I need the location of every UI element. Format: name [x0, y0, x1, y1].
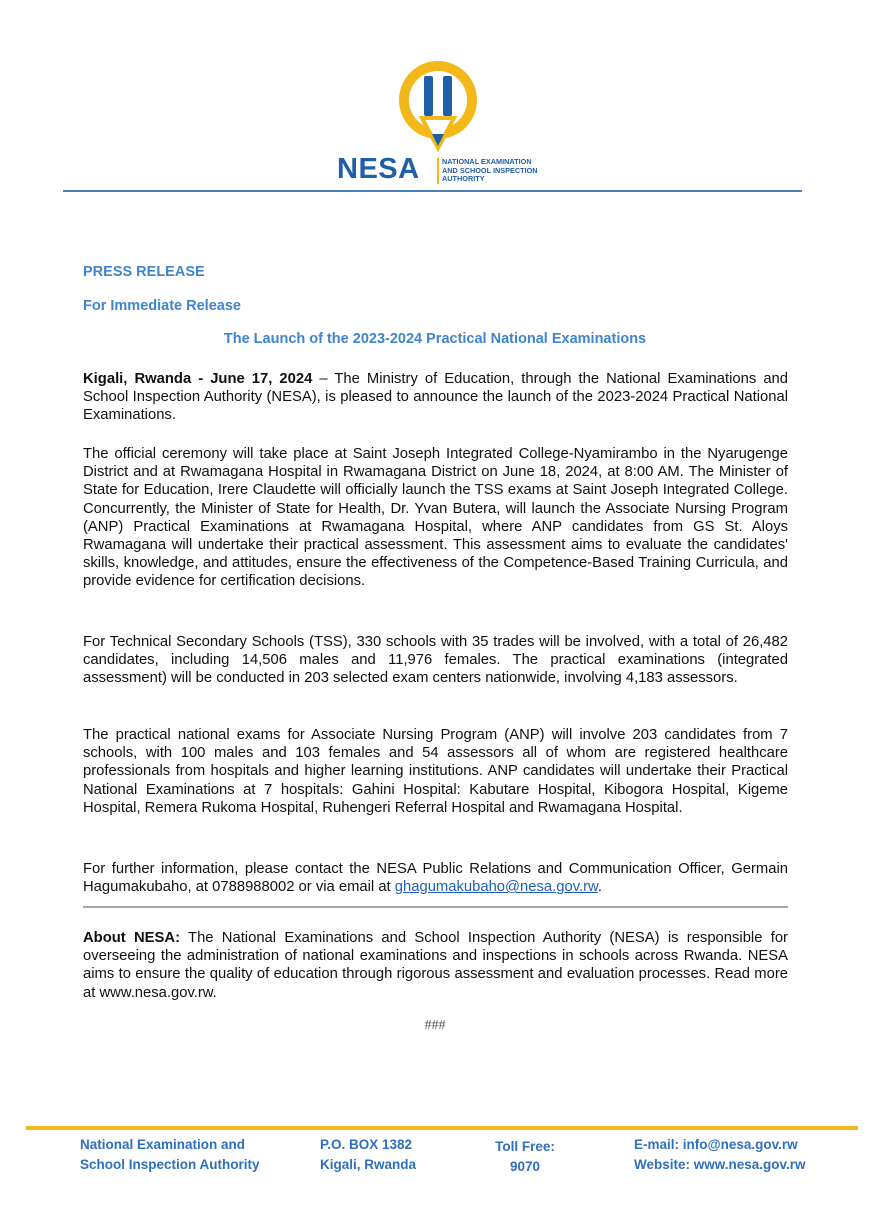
- anp-paragraph: The practical national exams for Associate Nursing Program (ANP) will involve 203 candidates from 7 schools, with 100 males and 103 females and 54 assessors all of whom are registered healthcare professionals from hospitals and higher learning institutions. ANP candidates will undertake their Practical National Examinations at 7 hospitals: Gahini Hospital: Kabutare Hospital, Kibogora Hospital, Kigeme Hospital, Remera Rukoma Hospital, Ruhengeri Referral Hospital and Rwamagana Hospital.: [83, 727, 788, 816]
- nesa-logo: [330, 60, 550, 190]
- footer-email[interactable]: E-mail: info@nesa.gov.rw: [634, 1137, 798, 1152]
- contact-email-link[interactable]: ghagumakubaho@nesa.gov.rw: [394, 879, 598, 896]
- footer-divider: [26, 1126, 858, 1130]
- intro-paragraph: [83, 370, 788, 425]
- about-label: About NESA:: [83, 930, 181, 946]
- header-divider: [63, 190, 802, 192]
- footer-toll-number: 9070: [509, 1159, 541, 1174]
- end-mark: ###: [424, 1018, 446, 1033]
- intro-text: – The Ministry of Education, through the National Examinations and School Inspection Authority (NESA), is pleased to announce the launch of the 2023-2024 Practical National Examinations.: [83, 371, 789, 424]
- footer-address: [320, 1135, 416, 1175]
- about-paragraph: [83, 929, 788, 1002]
- pencil-emblem-icon: [388, 60, 488, 156]
- ceremony-paragraph: The official ceremony will take place at Saint Joseph Integrated College-Nyamirambo in the Nyarugenge District and at Rwamagana Hospital in Rwamagana District on June 18, 2024, at 8:00 AM. The Minister of State for Education, Irere Claudette will officially launch the TSS exams at Saint Joseph Integrated College. Concurrently, the Minister of State for Health, Dr. Yvan Butera, will launch the Associate Nursing Program (ANP) Practical Examinations at Rwamagana Hospital, where ANP candidates from GS St. Aloys Rwamagana will undertake their practical assessment. This assessment aims to evaluate the candidates' skills, knowledge, and attitudes, ensure the effectiveness of the Competence-Based Training Curricula, and provide evidence for certification decisions.: [83, 446, 788, 590]
- footer-org-line: School Inspection Authority: [80, 1157, 260, 1172]
- logo-subtitle-line: AND SCHOOL INSPECTION: [442, 165, 538, 175]
- contact-paragraph: [83, 860, 788, 896]
- footer-toll-free: [480, 1137, 570, 1177]
- tss-paragraph: For Technical Secondary Schools (TSS), 330 schools with 35 trades will be involved, with a total of 26,482 candidates, including 14,506 males and 11,976 females. The practical examinations (integrated assessment) will be conducted in 203 selected exam centers nationwide, involving 4,183 assessors.: [83, 634, 788, 687]
- contact-text: For further information, please contact the NESA Public Relations and Communication Officer, Germain Hagumakubaho, at 0788988002 or via email at: [83, 861, 788, 896]
- about-text: The National Examinations and School Inspection Authority (NESA) is responsible for overseeing the administration of national examinations and inspections in schools across Rwanda. NESA aims to ensure the quality of education through rigorous assessment and evaluation processes. Read more at www.nesa.gov.rw.: [83, 930, 788, 1001]
- press-release-label: PRESS RELEASE: [83, 264, 205, 280]
- release-type: For Immediate Release: [83, 298, 241, 314]
- footer-contact: [634, 1135, 806, 1175]
- logo-acronym: NESA: [337, 153, 420, 185]
- footer-org-line: National Examination and: [80, 1137, 246, 1152]
- logo-subtitle-line: AUTHORITY: [442, 174, 485, 184]
- logo-subtitle-line: NATIONAL EXAMINATION: [442, 157, 532, 166]
- footer-website[interactable]: Website: www.nesa.gov.rw: [634, 1157, 806, 1172]
- footer-organization: [80, 1135, 260, 1175]
- logo-subtitle: [437, 158, 538, 184]
- section-divider: [83, 906, 788, 908]
- contact-suffix: .: [597, 879, 603, 896]
- document-title: The Launch of the 2023-2024 Practical National Examinations: [223, 331, 647, 347]
- footer-po-box: P.O. BOX 1382: [320, 1137, 413, 1152]
- dateline: Kigali, Rwanda - June 17, 2024: [83, 371, 313, 387]
- footer-toll-label: Toll Free:: [495, 1139, 555, 1154]
- footer-city: Kigali, Rwanda: [320, 1157, 417, 1172]
